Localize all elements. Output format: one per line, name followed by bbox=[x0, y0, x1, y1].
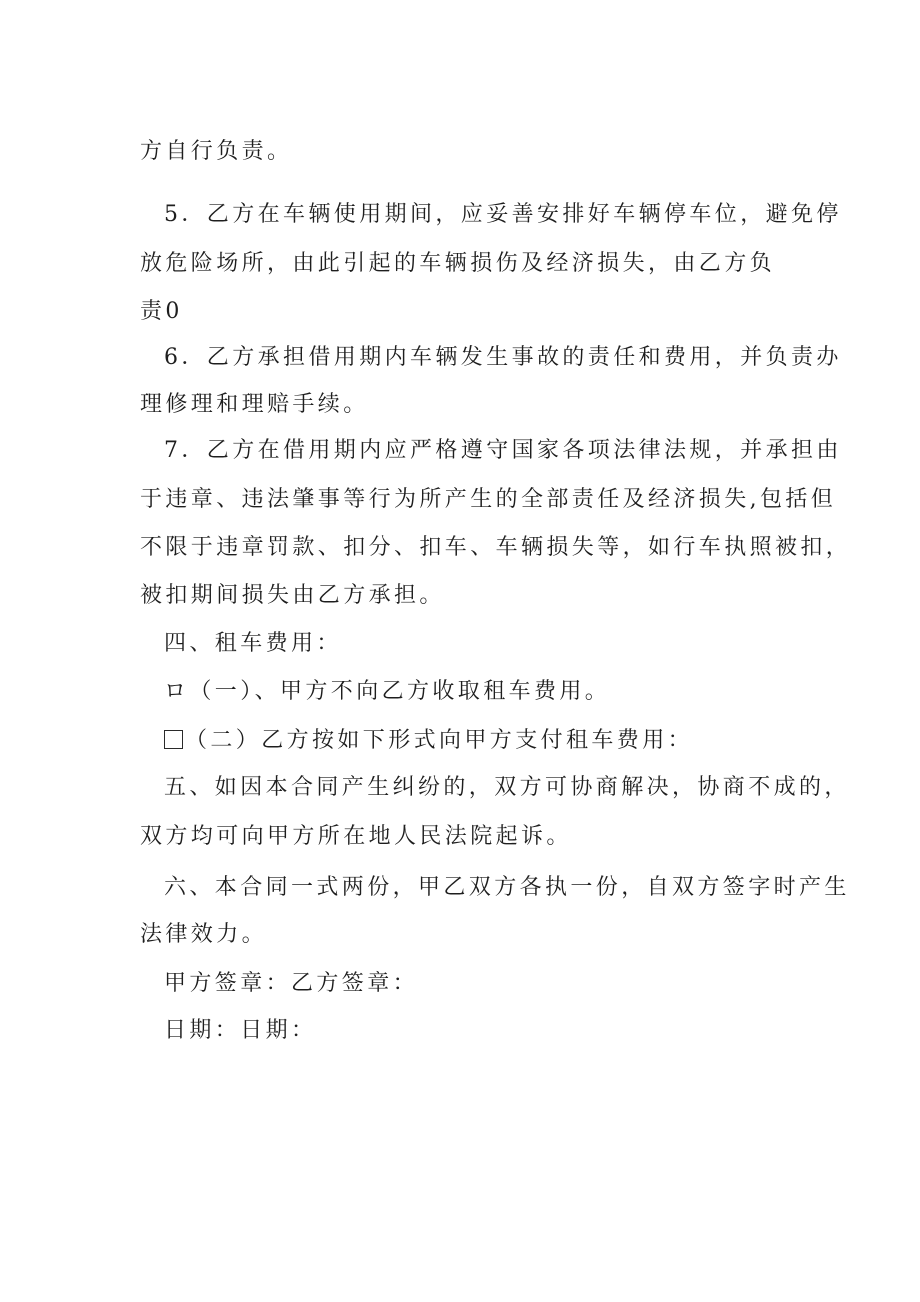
clause-5-line-2: 放危险场所，由此引起的车辆损伤及经济损失，由乙方负 bbox=[140, 251, 776, 276]
clause-7-line-3: 不限于违章罚款、扣分、扣车、车辆损失等，如行车执照被扣， bbox=[140, 535, 852, 560]
clause-7-line-4: 被扣期间损失由乙方承担。 bbox=[140, 583, 445, 608]
clause-6-line-2: 理修理和理赔手续。 bbox=[140, 392, 369, 417]
section-6-line-2: 法律效力。 bbox=[140, 922, 268, 947]
option-2-line bbox=[164, 726, 693, 756]
clause-5-line-3: 责0 bbox=[140, 299, 183, 324]
section-6-line-1: 六、本合同一式两份，甲乙双方各执一份，自双方签字时产生 bbox=[164, 875, 850, 900]
signature-line: 甲方签章：乙方签章： bbox=[164, 971, 419, 996]
section-5-line-1: 五、如因本合同产生纠纷的，双方可协商解决，协商不成的， bbox=[164, 775, 850, 800]
option-2-text: （二）乙方按如下形式向甲方支付租车费用： bbox=[185, 728, 694, 753]
checkbox-icon[interactable] bbox=[164, 730, 183, 749]
section-5-line-2: 双方均可向甲方所在地人民法院起诉。 bbox=[140, 824, 572, 849]
option-1-line: ロ（一）、甲方不向乙方收取租车费用。 bbox=[164, 679, 611, 704]
text-line: 方自行负责。 bbox=[140, 139, 293, 164]
clause-5-line-1: 5．乙方在车辆使用期间，应妥善安排好车辆停车位，避免停 bbox=[164, 202, 842, 227]
clause-6-line-1: 6．乙方承担借用期内车辆发生事故的责任和费用，并负责办 bbox=[164, 345, 842, 370]
date-line: 日期：日期： bbox=[164, 1018, 317, 1043]
section-4-heading: 四、租车费用： bbox=[164, 631, 342, 656]
clause-7-line-1: 7．乙方在借用期内应严格遵守国家各项法律法规，并承担由 bbox=[164, 438, 842, 463]
clause-7-line-2: 于违章、违法肇事等行为所产生的全部责任及经济损失,包括但 bbox=[140, 487, 837, 512]
